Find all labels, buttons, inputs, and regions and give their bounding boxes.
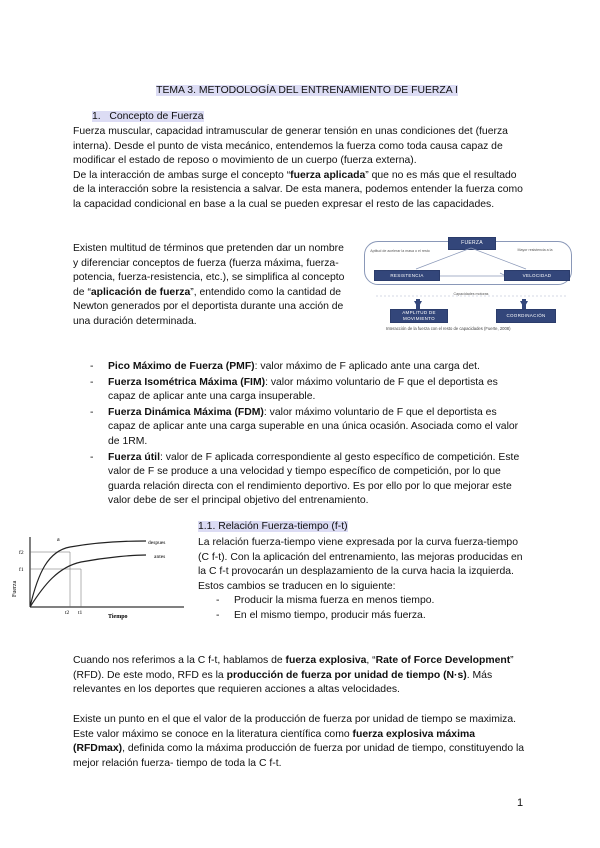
diagram-right-note: Mayor resistencia a la xyxy=(517,248,553,252)
graph-series-after-label: despues xyxy=(148,540,166,546)
rfdmax-paragraph: Existe un punto en el que el valor de la producción de fuerza por unidad de tiempo se maximiza. Este valor máximo se conoce en la literatura científica como fuerza explosiva máxima (RFDmax), definida como la máxima producción de fuerza por unidad de tiempo, constituyendo la mejor relación fuerza- tiempo de toda la C f-t. xyxy=(73,714,525,769)
diagram-mid-note: Capacidades motoras xyxy=(453,292,489,296)
list-item: - Producir la misma fuerza en menos tiempo. xyxy=(216,594,526,609)
page-title-text: TEMA 3. METODOLOGÍA DEL ENTRENAMIENTO DE FUERZA I xyxy=(156,85,458,96)
list-item: - Pico Máximo de Fuerza (PMF): valor máximo de F aplicado ante una carga det. xyxy=(90,360,525,375)
graph-curve-after xyxy=(30,541,146,607)
graph-f2-label: f2 xyxy=(19,550,24,556)
diagram-box-coordinacion: COORDINACIÓN xyxy=(496,309,556,323)
diagram-box-fuerza: FUERZA xyxy=(448,237,496,250)
force-time-graph xyxy=(8,533,188,625)
force-time-effects-list xyxy=(198,594,526,623)
list-item: - Fuerza Isométrica Máxima (FIM): valor máximo voluntario de F que el deportista es capaz de aplicar ante una carga insuperable. xyxy=(90,376,525,405)
list-item: - Fuerza Dinámica Máxima (FDM): valor máximo voluntario de F que el deportista es capaz de aplicar ante una carga superable en una única ocasión. Asociada como el valor de 1RM. xyxy=(90,406,525,450)
list-item: - En el mismo tiempo, producir más fuerza. xyxy=(216,609,526,624)
page-title xyxy=(137,84,477,99)
strength-capacities-diagram xyxy=(356,235,586,345)
force-time-paragraph xyxy=(198,536,526,624)
diagram-caption: Interacción de la fuerza con el resto de capacidades (Fuerte, 2008) xyxy=(386,326,511,331)
graph-ylabel: Fuerza xyxy=(12,580,18,597)
intro-text-2: De la interacción de ambas surge el concepto “fuerza aplicada” que no es más que el resultado de la interacción sobre la resistencia a salvar. De esta manera, podemos entender la fuerza como la capacidad condicional en base a la cual se pueden expresar el resto de las capacidades. xyxy=(73,169,523,210)
graph-t2-label: t2 xyxy=(65,610,70,616)
rfd-paragraph: Cuando nos referimos a la C f-t, hablamos de fuerza explosiva, “Rate of Force Development” (RFD). De este modo, RFD es la producción de fuerza por unidad de tiempo (N·s). Más relevantes en los deportes que requieren acciones a altas velocidades. xyxy=(73,655,514,696)
force-time-text: La relación fuerza-tiempo viene expresada por la curva fuerza-tiempo (C f-t). Con la aplicación del entrenamiento, las mejoras producidas en la C f-t provocarán un desplazamiento de la curva hacia la izquierda. Estos cambios se traducen en lo siguiente: xyxy=(198,537,523,592)
diagram-box-resistencia: RESISTENCIA xyxy=(374,270,440,281)
section-1-title: Concepto de Fuerza xyxy=(109,111,204,122)
page-number: 1 xyxy=(517,797,524,809)
section-1-number: 1. xyxy=(92,111,109,122)
graph-xlabel: Tiempo xyxy=(108,614,128,620)
intro-paragraph xyxy=(73,125,523,213)
intro-text-1: Fuerza muscular, capacidad intramuscular de generar tensión en unas condiciones det (fuerza interna). Desde el punto de vista mecánico, entendemos la fuerza como toda causa capaz de modificar el estado de reposo o movimiento de un cuerpo (fuerza externa). xyxy=(73,126,508,167)
strength-definitions-list xyxy=(90,360,525,510)
graph-series-before-label: antes xyxy=(154,554,166,560)
diagram-left-note: Aptitud de acelerar la masa o el resto xyxy=(370,249,430,253)
section-1-1-heading: 1.1. Relación Fuerza-tiempo (f-t) xyxy=(198,521,348,532)
diagram-box-amplitud: AMPLITUD DE MOVIMIENTO xyxy=(390,309,448,323)
diagram-box-velocidad: VELOCIDAD xyxy=(504,270,570,281)
section-1-heading xyxy=(92,110,204,125)
terms-paragraph: Existen multitud de términos que pretenden dar un nombre y diferenciar conceptos de fuerza (fuerza máxima, fuerza-potencia, fuerza-resistencia, etc.), se simplifica al concepto de “aplicación de fuerza”, entendido como la cantidad de Newton generados por el deportista durante una acción de una duración determinada. xyxy=(73,243,345,327)
graph-f1-label: f1 xyxy=(19,567,24,573)
list-item: - Fuerza útil: valor de F aplicada correspondiente al gesto específico de competición. Este valor de F se produce a una velocidad y tiempo específico de competición, por lo que guarda relación directa con el rendimiento deportivo. Es por ello por lo que mejorar este valor debe de ser el principal objetivo del entrenamiento. xyxy=(90,451,525,509)
force-time-graph-svg xyxy=(8,533,188,625)
graph-label-a: a xyxy=(57,537,60,543)
graph-t1-label: t1 xyxy=(78,610,83,616)
